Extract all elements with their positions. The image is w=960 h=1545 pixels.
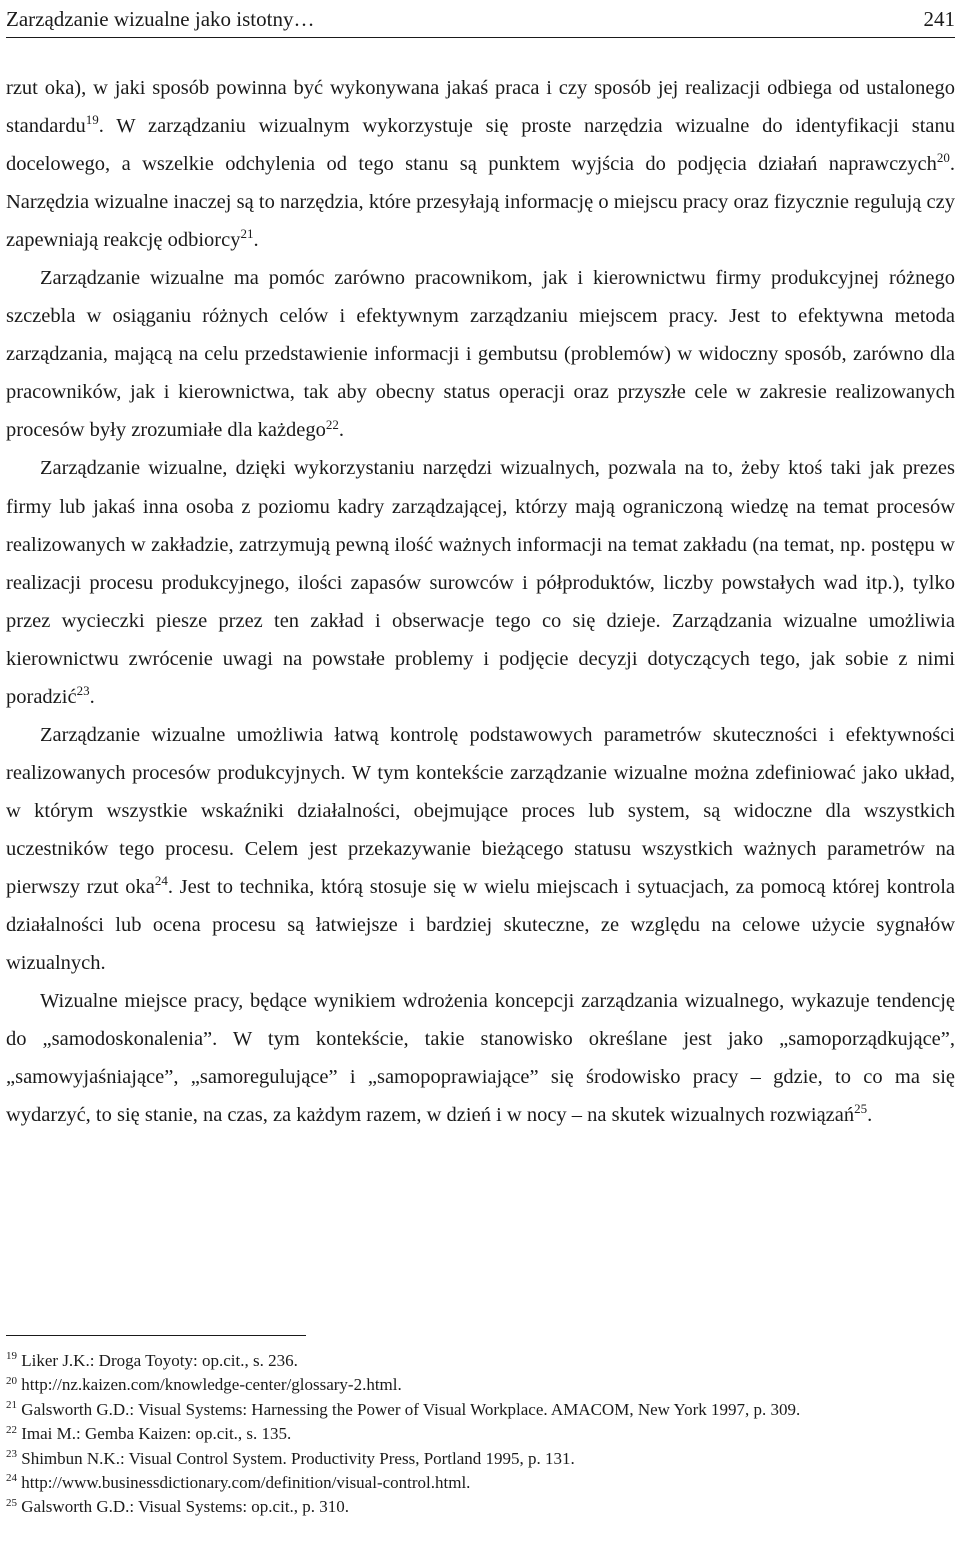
footnote: [6, 1373, 955, 1397]
footnote-text: Galsworth G.D.: Visual Systems: op.cit., p. 310.: [17, 1497, 350, 1517]
footnotes: [6, 1349, 955, 1520]
footnote-reference: 21: [240, 226, 254, 242]
body-text: [6, 69, 955, 1134]
footnote-text: Imai M.: Gemba Kaizen: op.cit., s. 135.: [17, 1424, 292, 1444]
footnote-reference: 24: [154, 873, 168, 889]
footnote-number: 24: [6, 1472, 17, 1485]
footnote-number: 23: [6, 1447, 17, 1460]
paragraph-text: .: [89, 685, 95, 708]
footnote: [6, 1447, 955, 1471]
footnote-text: Shimbun N.K.: Visual Control System. Productivity Press, Portland 1995, p. 131.: [17, 1448, 575, 1468]
footnote-reference: 22: [325, 416, 339, 432]
footnote-number: 22: [6, 1423, 17, 1436]
footnote: [6, 1398, 955, 1422]
footnote-reference: 19: [85, 112, 99, 128]
paragraph-text: Zarządzanie wizualne umożliwia łatwą kontrolę podstawowych parametrów skuteczności i efektywności realizowanych procesów produkcyjnych. W tym kontekście zarządzanie wizualne można zdefiniować jako układ, w którym wszystkie wskaźniki działalności, obejmujące proces lub system, są widoczne dla wszystkich uczestników tego procesu. Celem jest przekazywanie bieżącego statusu wszystkich ważnych parametrów na pierwszy rzut oka: [6, 723, 955, 898]
footnote-number: 19: [6, 1350, 17, 1363]
footnote-reference: 23: [76, 682, 90, 698]
running-header-title: Zarządzanie wizualne jako istotny…: [6, 7, 315, 31]
paragraph-text: Zarządzanie wizualne ma pomóc zarówno pracownikom, jak i kierownictwu firmy produkcyjnej różnego szczebla w osiąganiu różnych celów i efektywnym zarządzaniu miejscem pracy. Jest to efektywna metoda zarządzania, mającą na celu przedstawienie informacji i gembutsu (problemów) w widoczny sposób, zarówno dla pracowników, jak i kierownictwa, tak aby obecny status operacji oraz przyszłe cele w zakresie realizowanych procesów były zrozumiałe dla każdego: [6, 267, 955, 442]
running-header: [6, 4, 955, 34]
paragraph: [6, 449, 955, 715]
paragraph: [6, 716, 955, 982]
page-number: 241: [923, 7, 955, 31]
footnote-separator: [6, 1335, 306, 1336]
header-rule: [6, 37, 955, 38]
footnote: [6, 1349, 955, 1373]
footnote-number: 21: [6, 1399, 17, 1412]
paragraph-text: .: [338, 419, 345, 442]
footnote-text: Liker J.K.: Droga Toyoty: op.cit., s. 236.: [17, 1351, 298, 1370]
footnote-reference: 25: [854, 1101, 868, 1117]
footnote-reference: 20: [936, 150, 950, 166]
footnote-text: Galsworth G.D.: Visual Systems: Harnessing the Power of Visual Workplace. AMACOM, New York 1997, p. 309.: [17, 1399, 801, 1419]
paragraph: [6, 69, 955, 259]
paragraph-text: Zarządzanie wizualne, dzięki wykorzystaniu narzędzi wizualnych, pozwala na to, żeby ktoś taki jak prezes firmy lub jakaś inna osoba z poziomu kadry zarządzającej, którzy mają ograniczoną wiedzę na temat procesów realizowanych w zakładzie, zatrzymują pewną ilość ważnych informacji na temat zakładu (na temat, np. postępu w realizacji procesu produkcyjnego, ilości zapasów surowców i półproduktów, liczby powstałych wad itp.), tylko przez wycieczki piesze przez ten zakład i obserwacje tego co się dzieje. Zarządzania wizualne umożliwia kierownictwu zwrócenie uwagi na powstałe problemy i podjęcie decyzji dotyczących tego, jak sobie z nimi poradzić: [6, 457, 955, 708]
paragraph-text: .: [867, 1104, 873, 1127]
footnote: [6, 1471, 955, 1495]
footnote: [6, 1495, 955, 1519]
paragraph-text: Wizualne miejsce pracy, będące wynikiem wdrożenia koncepcji zarządzania wizualnego, wykazuje tendencję do „samodoskonalenia”. W tym kontekście, takie stanowisko określane jest jako „samoporządkujące”, „samowyjaśniające”, „samoregulujące” i „samopoprawiające” się środowisko pracy – gdzie, to co ma się wydarzyć, to się stanie, na czas, za każdym razem, w dzień i w nocy – na skutek wizualnych rozwiązań: [6, 990, 955, 1127]
footnote-text: http://www.businessdictionary.com/definition/visual-control.html.: [17, 1473, 471, 1493]
paragraph: [6, 259, 955, 449]
paragraph-text: rzut oka), w jaki sposób powinna być wykonywana jakaś praca i czy sposób jej realizacji odbiega od ustalonego standardu: [6, 77, 955, 138]
footnote-text: http://nz.kaizen.com/knowledge-center/glossary-2.html.: [17, 1375, 402, 1395]
paragraph-text: . Narzędzia wizualne inaczej są to narzędzia, które przesyłają informację o miejscu pracy oraz fizycznie regulują czy zapewniają reakcję odbiorcy: [6, 153, 955, 252]
document-page: [6, 0, 955, 1545]
paragraph-text: . Jest to technika, którą stosuje się w wielu miejscach i sytuacjach, za pomocą której kontrola działalności lub ocena procesu są łatwiejsze i bardziej skuteczne, ze względu na celowe użycie sygnałów wizualnych.: [6, 875, 955, 975]
footnote: [6, 1422, 955, 1446]
paragraph: [6, 982, 955, 1134]
footnote-number: 20: [6, 1374, 17, 1387]
paragraph-text: . W zarządzaniu wizualnym wykorzystuje się proste narzędzia wizualne do identyfikacji stanu docelowego, a wszelkie odchylenia od tego stanu są punktem wyjścia do podjęcia działań naprawczych: [6, 115, 955, 176]
footnote-number: 25: [6, 1496, 17, 1509]
paragraph-text: .: [253, 229, 259, 252]
